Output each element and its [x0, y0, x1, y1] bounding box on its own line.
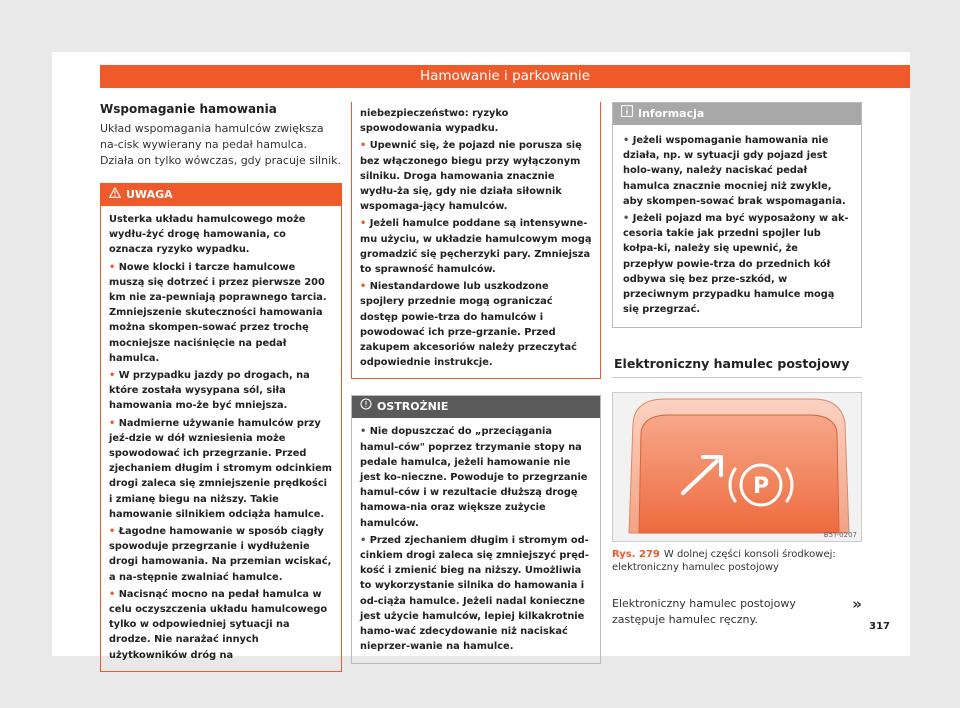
warning-label: UWAGA: [126, 188, 173, 201]
list-item: • Niestandardowe lub uszkodzone spojlery przednie mogą ograniczać dostęp powie-trza do hamulców i powodować ich prze-grzanie. Przed zakupem akcesoriów należy przeczytać odpowiednie instrukcje.: [360, 281, 577, 369]
page-number: 317: [869, 621, 890, 632]
warning-box: [100, 183, 342, 672]
column-2: [351, 102, 601, 664]
list-item: • Jeżeli wspomaganie hamowania nie działa, np. w sytuacji gdy pojazd jest holo-wany, należy naciskać pedał hamulca znacznie mocniej niż zwykle, aby skompen-sować brak wspomagania.: [623, 135, 846, 207]
figure-caption: [612, 548, 862, 574]
parking-brake-illustration: [613, 393, 862, 542]
list-item: • Przed zjechaniem długim i stromym od-cinkiem drogi zaleca się zmniejszyć pręd-kość i zmienić bieg na niższy. Umożliwia to wykorzystanie silnika do hamowania i od-ciąża hamulce. Jeżeli nadal konieczne jest użycie hamulców, lepiej kilkakrotnie hamo-wać zdecydowanie niż naciskać nieprzer-wanie na hamulce.: [360, 534, 589, 653]
info-icon: [621, 103, 633, 125]
warning-continued-text: niebezpieczeństwo: ryzyko spowodowania wypadku.: [360, 108, 509, 135]
warning-triangle-icon: [109, 184, 121, 206]
column-1: [100, 102, 342, 672]
list-item: • Upewnić się, że pojazd nie porusza się bez włączonego biegu przy wyłączonym silniku. Droga hamowania znacznie wydłu-ża się, gdy nie działa siłownik wspomaga-jący hamulców.: [360, 140, 582, 213]
subsection-title: Elektroniczny hamulec postojowy: [612, 350, 862, 378]
chapter-header: Hamowanie i parkowanie: [100, 65, 910, 88]
column-3: [612, 102, 862, 628]
list-item: • Jeżeli hamulce poddane są intensywne-mu użyciu, w układzie hamulcowym mogą gromadzić się pęcherzyki pary. Zmniejsza to sprawność hamulców.: [360, 218, 592, 276]
figure-caption-text: W dolnej części konsoli środkowej: elektroniczny hamulec postojowy: [612, 549, 836, 574]
list-item: • Jeżeli pojazd ma być wyposażony w ak-cesoria takie jak przedni spojler lub kołpa-ki, należy się upewnić, że przepływ powie-trza do przednich kół odbywa się bez prze-szkód, w przeciwnym przypadku hamulce mogą się przegrzać.: [623, 213, 849, 316]
warning-body-continued: [352, 102, 600, 378]
figure-number: Rys. 279: [612, 549, 660, 561]
list-item: • Nowe klocki i tarcze hamulcowe muszą się dotrzeć i przez pierwsze 200 km nie za-pewniają poprawnego tarcia. Zmniejszenie skuteczności hamowania można skompen-sować przez trochę mocniejsze naciśnięcie na pedał hamulca.: [109, 261, 327, 364]
info-label: Informacja: [638, 107, 705, 120]
list-item: • Łagodne hamowanie w sposób ciągły spowoduje przegrzanie i wydłużenie drogi hamowania. Na przemian wciskać, a na-stępnie zwalniać hamulce.: [109, 526, 332, 583]
svg-text:P: P: [752, 474, 770, 500]
caution-header: [352, 396, 600, 418]
caution-box: [351, 395, 601, 663]
list-item: • Nadmierne używanie hamulców przy jeź-dzie w dół wzniesienia może spowodować ich przegrzanie. Przed zjechaniem długim i stromym odcinkiem drogi zaleca się zmniejszenie prędkości i zmianę biegu na niższy. Takie hamowanie silnikiem odciąża hamulce.: [109, 417, 332, 520]
info-body: [613, 125, 861, 327]
warning-box-continued: [351, 102, 601, 379]
caution-circle-icon: [360, 396, 372, 418]
caution-label: OSTROŻNIE: [377, 400, 449, 414]
info-header: [613, 103, 861, 125]
info-box: [612, 102, 862, 328]
list-item: • Nie dopuszczać do „przeciągania hamul-ców" poprzez trzymanie stopy na pedale hamulca, jeżeli hamowanie nie jest ko-nieczne. Powoduje to przegrzanie hamul-ców i w rezultacie dłuższą drogę hamowa-nia oraz większe zużycie hamulców.: [360, 426, 588, 529]
caution-body: [352, 418, 600, 662]
warning-header: [101, 184, 341, 206]
section-title: Wspomaganie hamowania: [100, 102, 277, 116]
parking-brake-paragraph: [612, 596, 862, 628]
warning-lead: Usterka układu hamulcowego może wydłu-żyć drogę hamowania, co oznacza ryzyko wypadku.: [109, 214, 306, 256]
figure-parking-brake: [612, 392, 862, 542]
intro-paragraph: Układ wspomagania hamulców zwiększa na-cisk wywierany na pedał hamulca. Działa on tylko wówczas, gdy pracuje silnik.: [100, 122, 341, 167]
continue-mark: »: [852, 595, 862, 614]
figure-code: B5T-0207: [823, 531, 857, 540]
warning-body: [101, 206, 341, 671]
list-item: • W przypadku jazdy po drogach, na które została wysypana sól, siła hamowania mo-że być mniejsza.: [109, 370, 310, 412]
parking-brake-text: Elektroniczny hamulec postojowy zastępuje hamulec ręczny.: [612, 597, 796, 627]
page: [52, 52, 910, 661]
list-item: • Nacisnąć mocno na pedał hamulca w celu oczyszczenia układu hamulcowego tylko w odpowiedniej sytuacji na drodze. Nie narażać innych użytkowników dróg na: [109, 588, 328, 661]
